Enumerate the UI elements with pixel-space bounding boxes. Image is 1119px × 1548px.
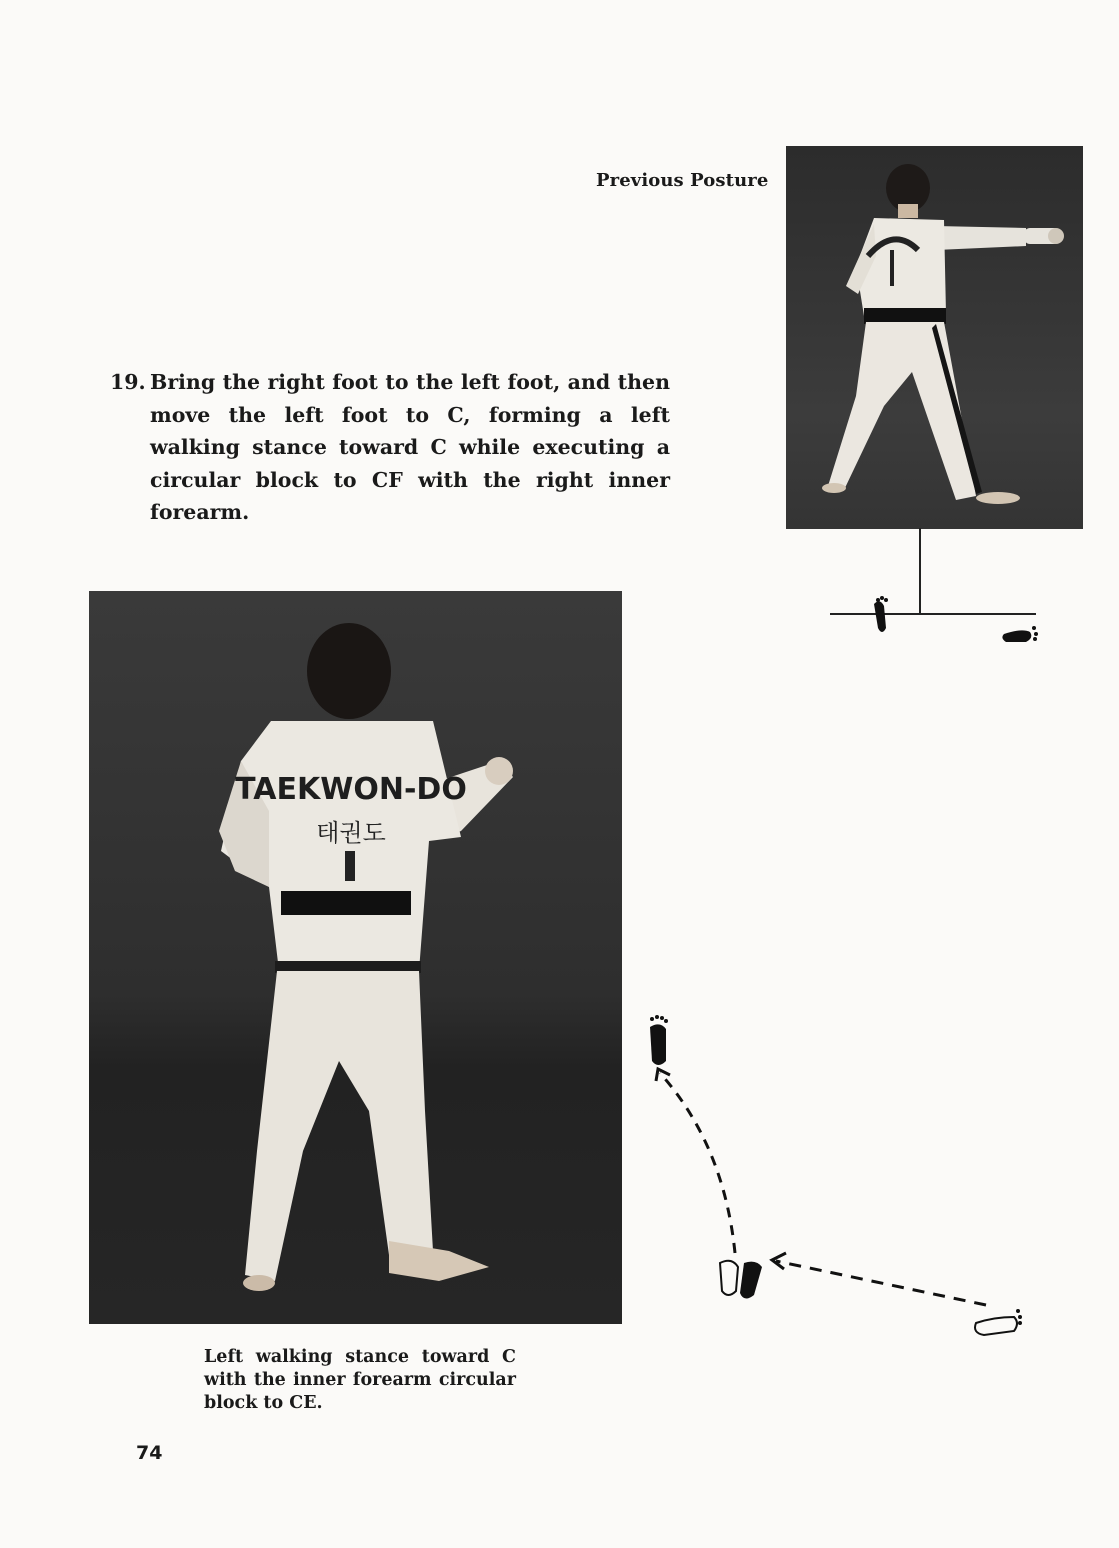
previous-posture-foot-diagram <box>826 528 1041 653</box>
previous-posture-label: Previous Posture <box>596 170 769 191</box>
instruction-text: Bring the right foot to the left foot, and then move the left foot to C, forming a left walking stance toward C while executing a circular block to CF with the right inner forearm. <box>150 370 670 524</box>
foot-movement-diagram <box>640 1005 1040 1350</box>
step-number: 19. <box>110 370 146 394</box>
previous-posture-photo <box>786 146 1083 529</box>
back-hanja: 태권도 <box>316 819 386 847</box>
filled-footprint-icon <box>740 1262 762 1299</box>
instruction-paragraph <box>110 366 670 529</box>
outlined-footprint-icon <box>720 1261 738 1295</box>
starting-footprint-icon <box>975 1309 1022 1335</box>
back-lettering: TAEKWON-DO <box>235 772 467 807</box>
destination-footprint-icon <box>650 1015 668 1065</box>
page-number: 74 <box>136 1442 163 1464</box>
photo-caption: Left walking stance toward C with the inner forearm circular block to CE. <box>204 1347 516 1413</box>
main-posture-photo <box>89 591 622 1324</box>
right-footprint-icon <box>1002 626 1038 642</box>
